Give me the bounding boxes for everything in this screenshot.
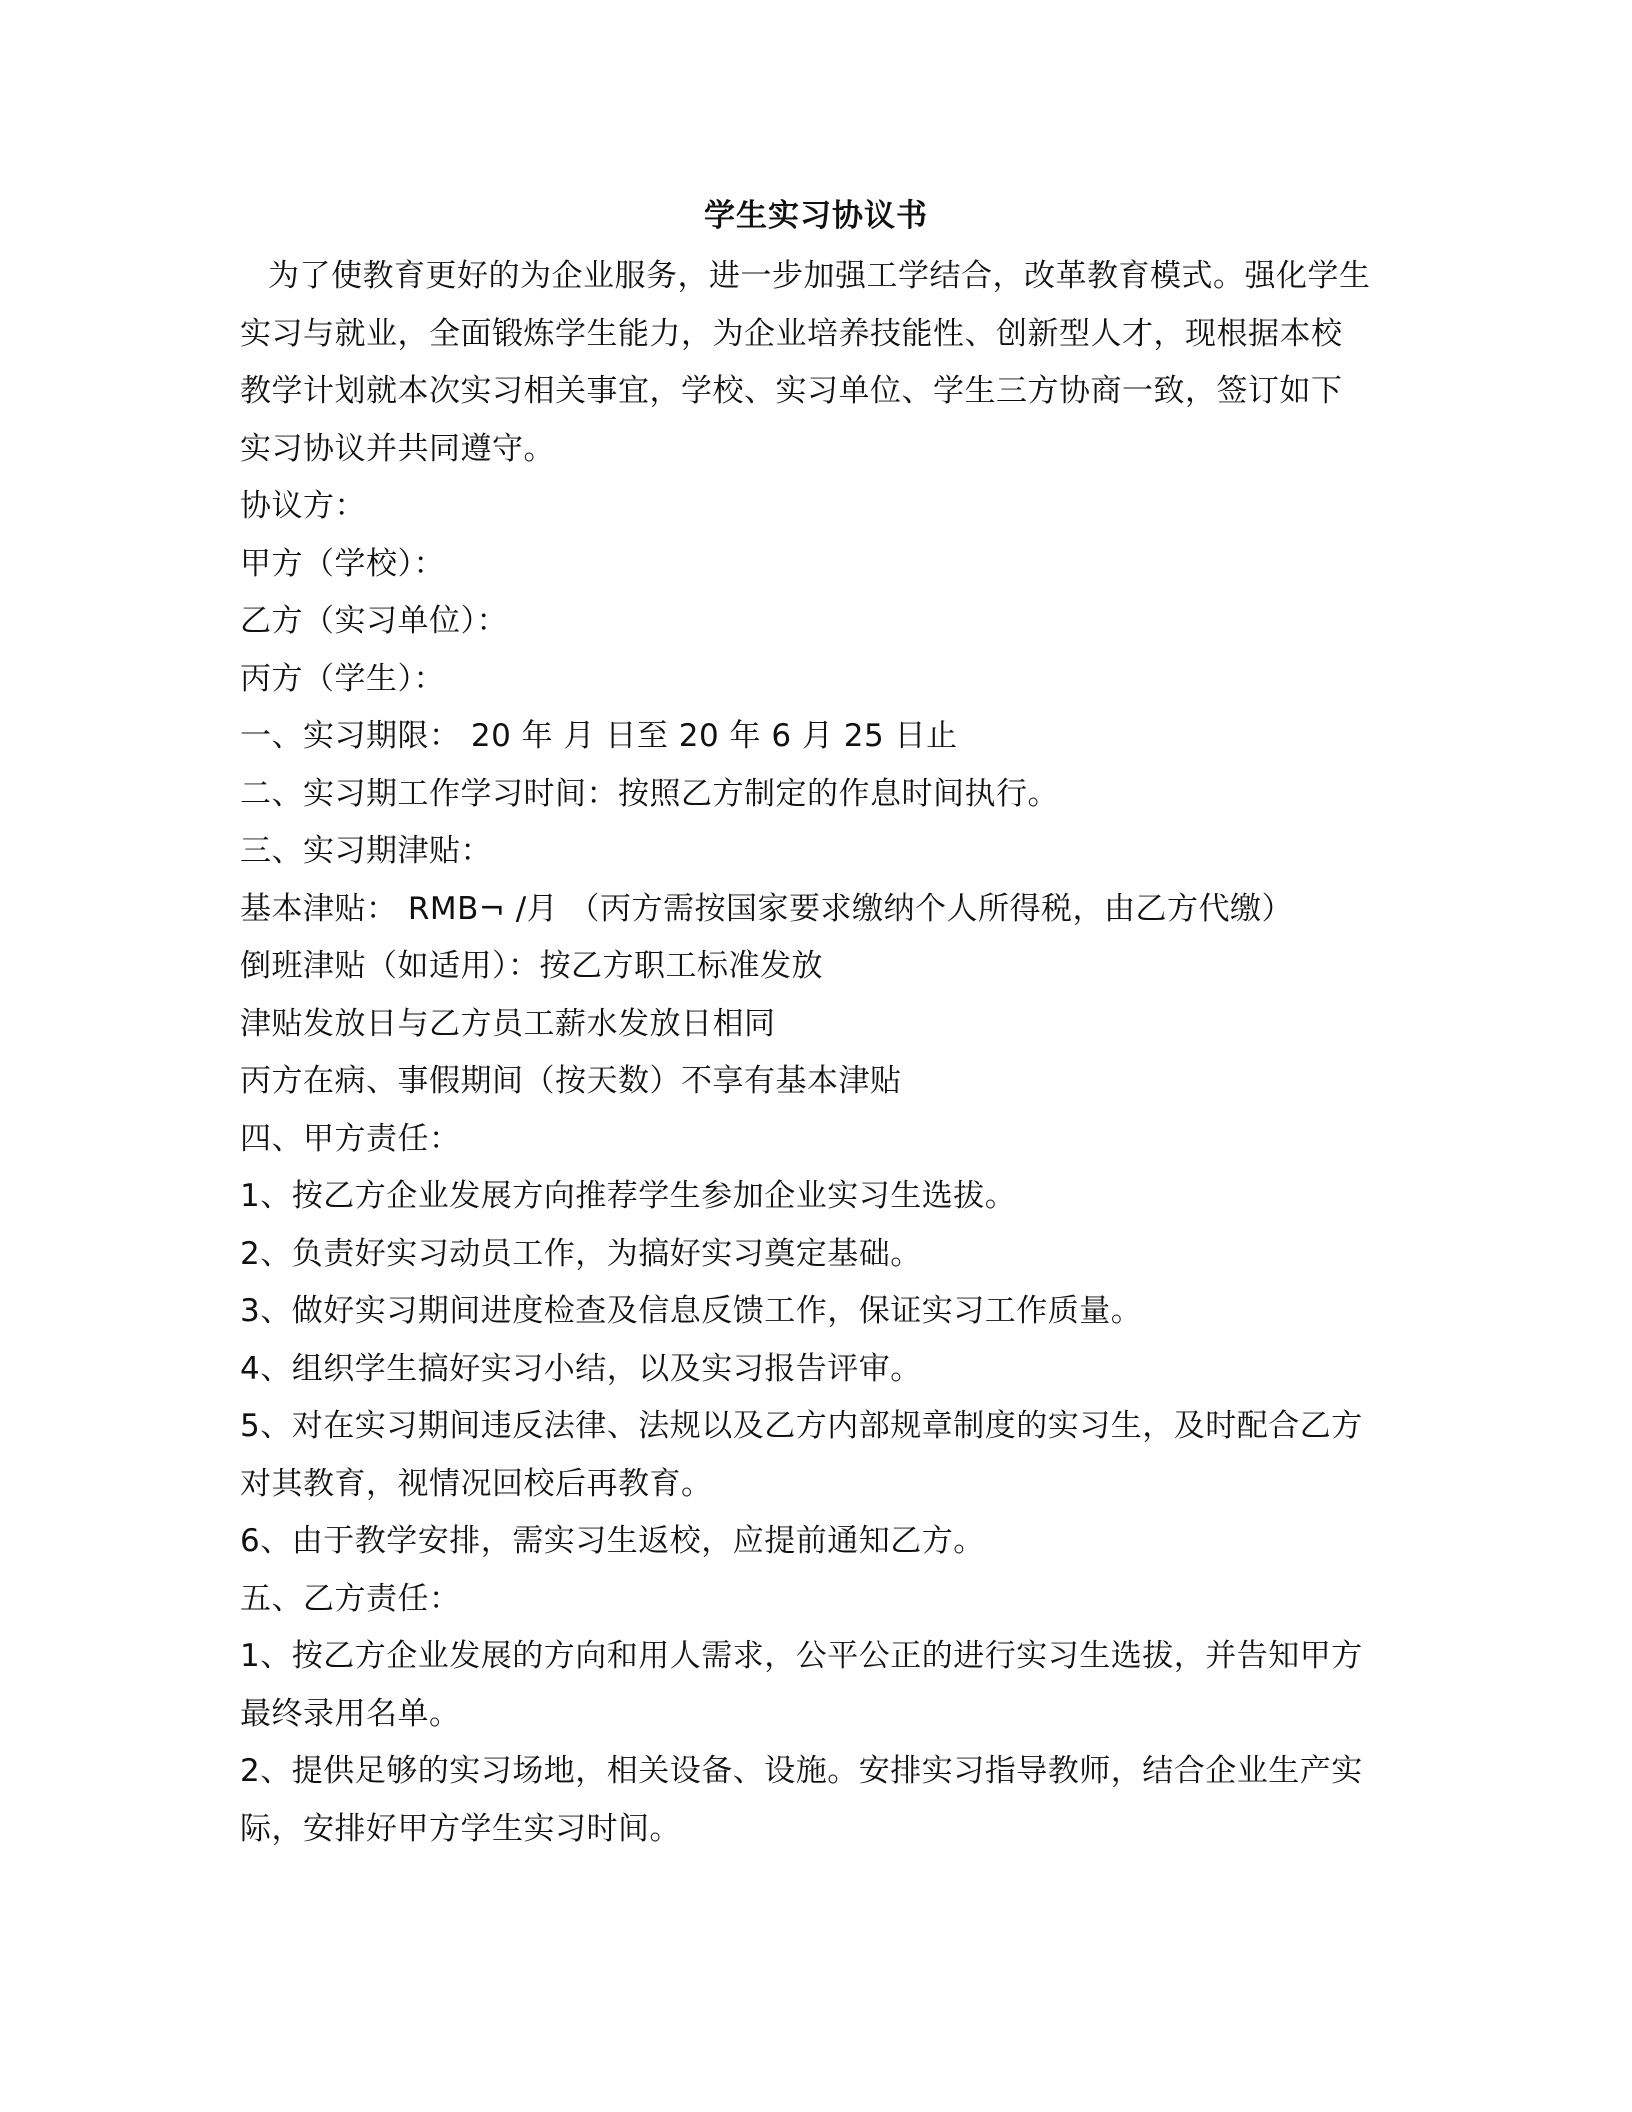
party-c-line: 丙方（学生）： — [240, 660, 445, 697]
allowance-line: 丙方在病、事假期间（按天数）不享有基本津贴 — [240, 1063, 902, 1099]
section-heading: 四、甲方责任： — [240, 1120, 461, 1157]
parties-heading: 协议方： — [240, 488, 366, 524]
allowance-line: 倒班津贴（如适用）：按乙方职工标准发放 — [240, 948, 823, 984]
list-item: 6、由于教学安排，需实习生返校，应提前通知乙方。 — [240, 1523, 985, 1559]
section-heading: 三、实习期津贴： — [240, 833, 492, 869]
list-item-continuation: 对其教育，视情况回校后再教育。 — [240, 1465, 713, 1502]
allowance-line: 基本津贴： RMB¬ /月 （丙方需按国家要求缴纳个人所得税，由乙方代缴） — [240, 890, 1294, 927]
party-a-line: 甲方（学校）： — [240, 545, 445, 582]
list-item: 5、对在实习期间违反法律、法规以及乙方内部规章制度的实习生，及时配合乙方 — [240, 1408, 1363, 1444]
document-title: 学生实习协议书 — [704, 198, 928, 234]
list-item-continuation: 最终录用名单。 — [240, 1695, 461, 1732]
list-item: 1、按乙方企业发展的方向和用人需求，公平公正的进行实习生选拔，并告知甲方 — [240, 1638, 1363, 1674]
list-item: 2、提供足够的实习场地，相关设备、设施。安排实习指导教师，结合企业生产实 — [240, 1753, 1363, 1789]
list-item: 3、做好实习期间进度检查及信息反馈工作，保证实习工作质量。 — [240, 1293, 1143, 1329]
section-heading: 五、乙方责任： — [240, 1580, 461, 1617]
list-item: 2、负责好实习动员工作，为搞好实习奠定基础。 — [240, 1235, 922, 1272]
document-body — [240, 248, 1390, 1858]
paragraph-line: 实习与就业，全面锻炼学生能力，为企业培养技能性、创新型人才，现根据本校 — [240, 315, 1343, 352]
allowance-line: 津贴发放日与乙方员工薪水发放日相同 — [240, 1005, 776, 1042]
list-item: 4、组织学生搞好实习小结，以及实习报告评审。 — [240, 1350, 922, 1387]
paragraph-line: 为了使教育更好的为企业服务，进一步加强工学结合，改革教育模式。强化学生 — [268, 258, 1371, 294]
section-heading: 一、实习期限： 20 年 月 日至 20 年 6 月 25 日止 — [240, 718, 958, 754]
party-b-line: 乙方（实习单位）： — [240, 603, 508, 639]
paragraph-line: 教学计划就本次实习相关事宜，学校、实习单位、学生三方协商一致，签订如下 — [240, 373, 1343, 409]
paragraph-line: 实习协议并共同遵守。 — [240, 430, 555, 467]
list-item: 1、按乙方企业发展方向推荐学生参加企业实习生选拔。 — [240, 1178, 1017, 1214]
section-heading: 二、实习期工作学习时间：按照乙方制定的作息时间执行。 — [240, 775, 1059, 812]
list-item-continuation: 际，安排好甲方学生实习时间。 — [240, 1810, 681, 1847]
